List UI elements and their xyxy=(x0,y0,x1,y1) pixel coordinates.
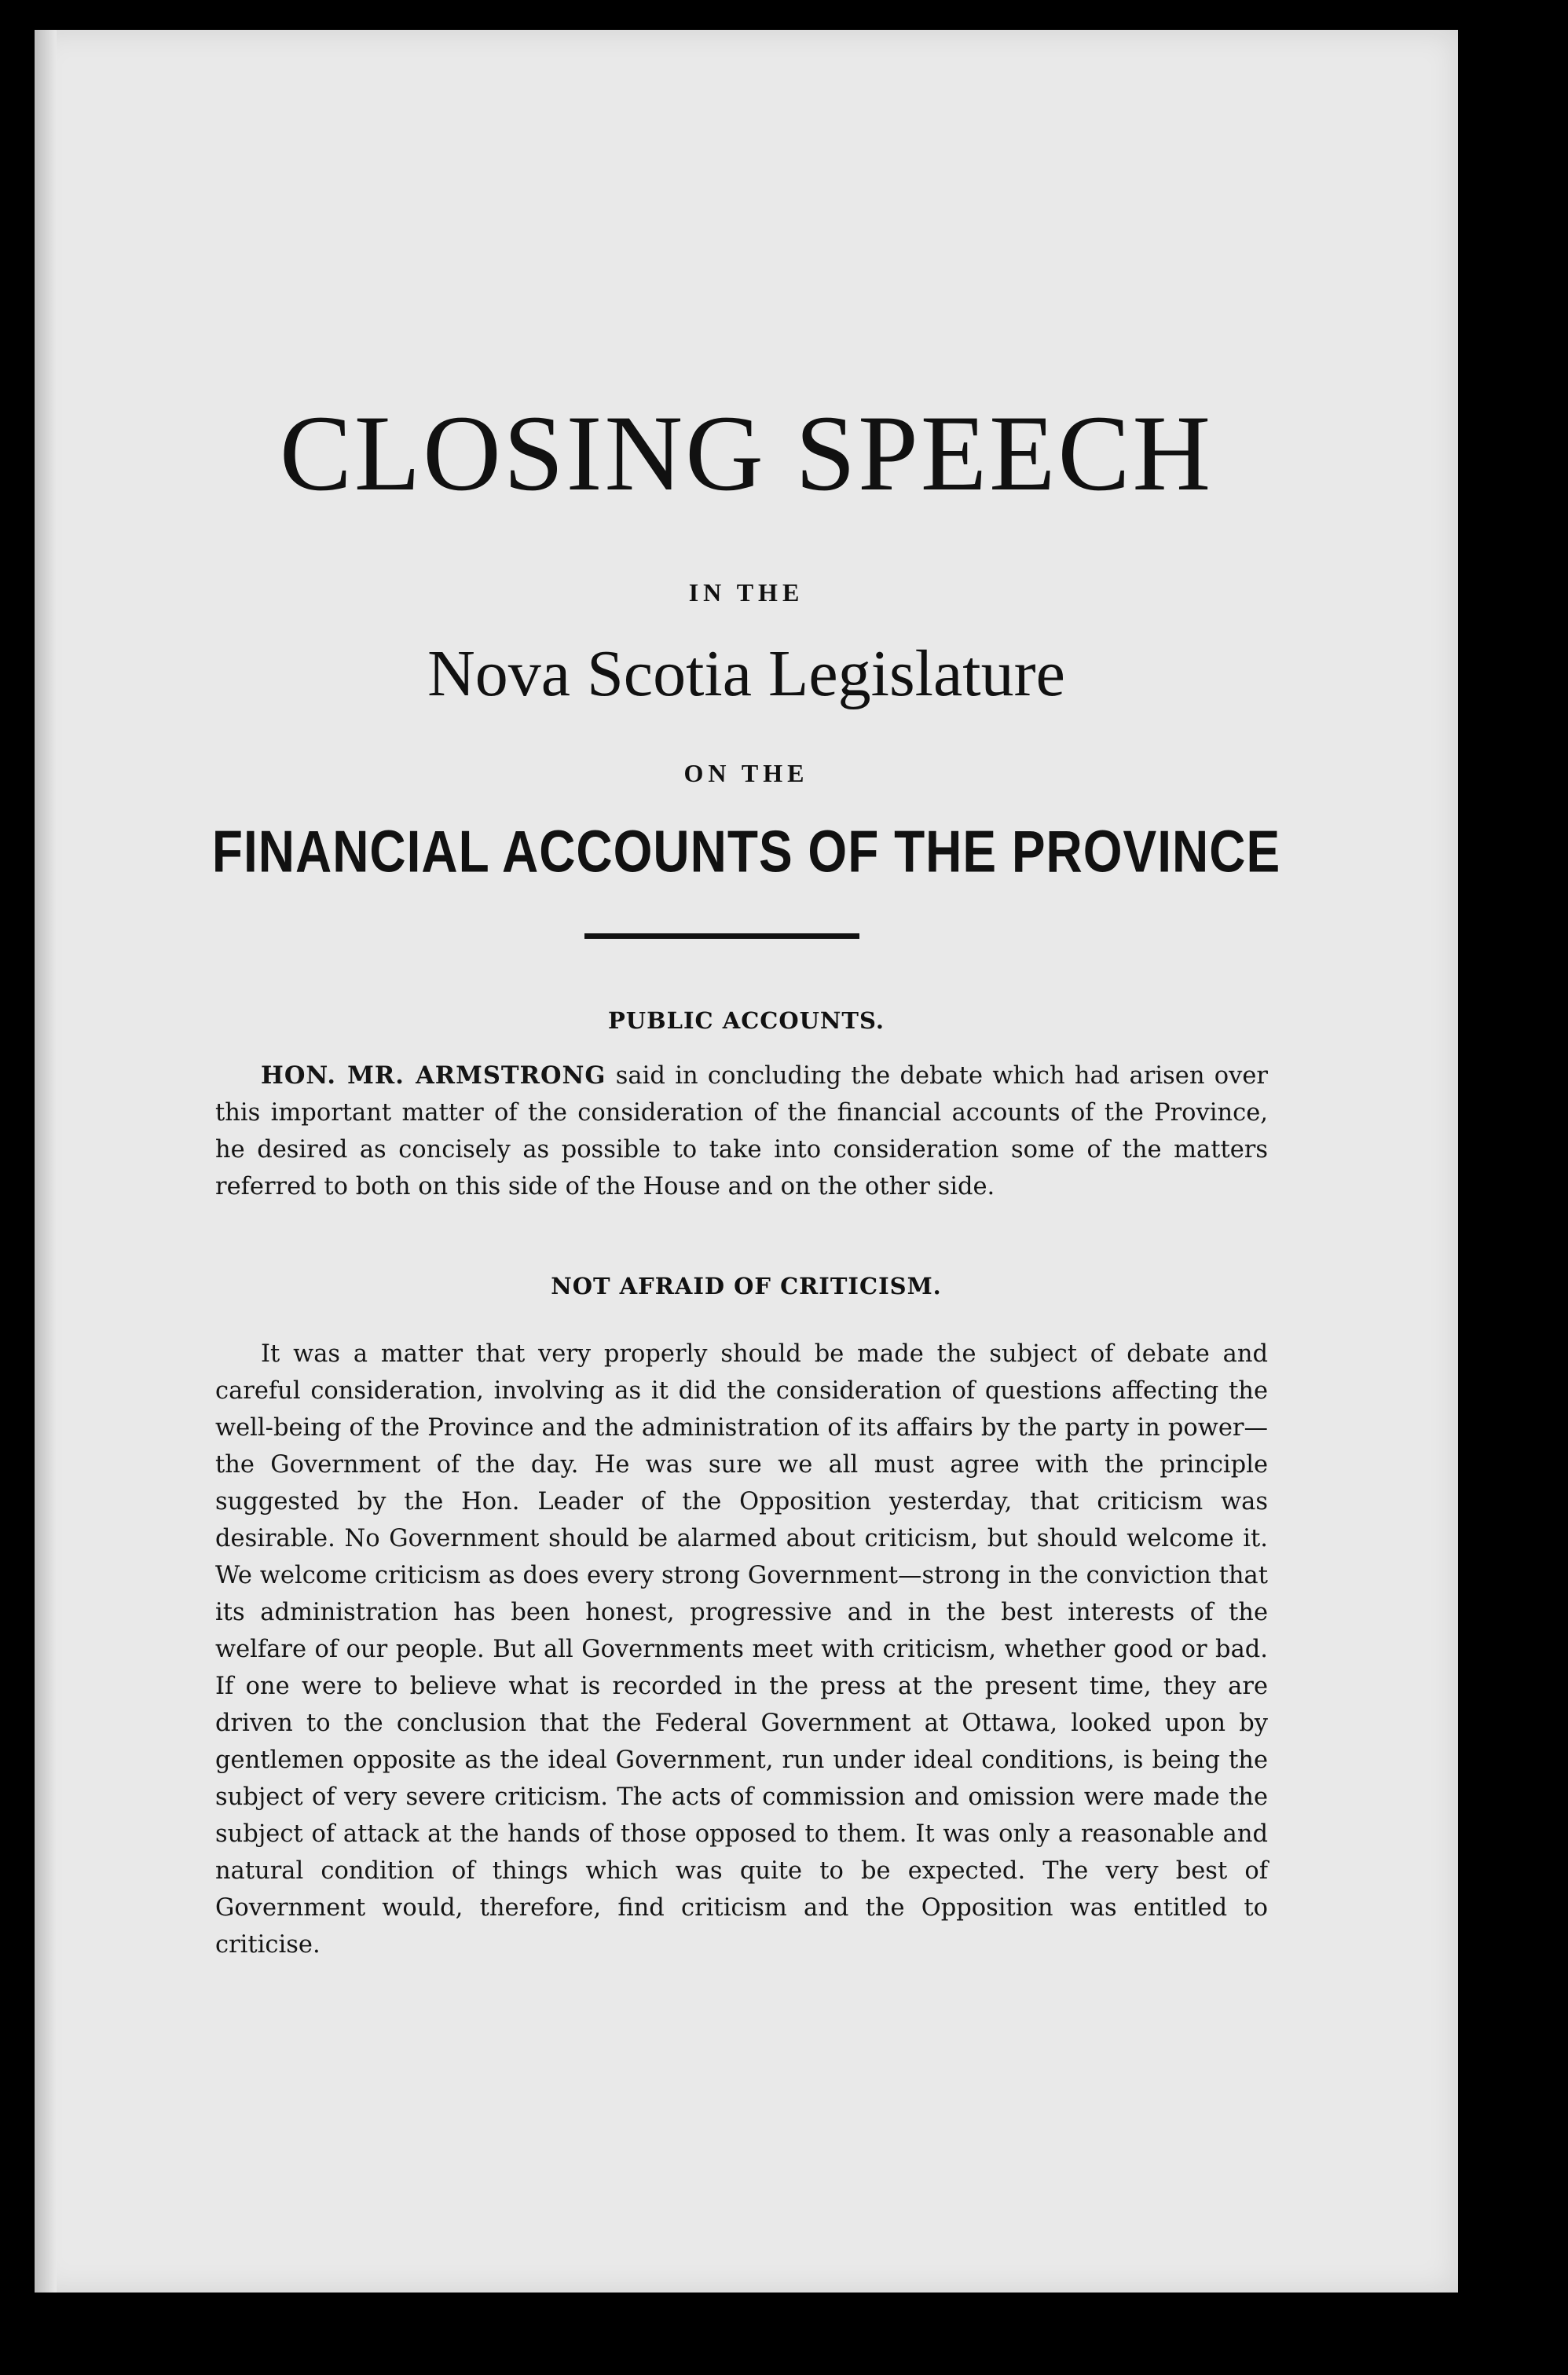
connector-on-the: ON THE xyxy=(683,759,809,787)
paragraph-2: It was a matter that very properly should be made the subject of debate and careful consideration, involving as it did the consideration of questions affecting the well-being of the Province and the administration of its affairs by the party in power—the Government of the day. He was sure we all must agree with the principle suggested by the Hon. Leader of the Opposition yesterday, that criticism was desirable. No Government should be alarmed about criticism, but should welcome it. We welcome criticism as does every strong Government—strong in the conviction that its administration has been honest, progressive and in the best interests of the welfare of our people. But all Governments meet with criticism, whether good or bad. If one were to believe what is recorded in the press at the present time, they are driven to the conclusion that the Federal Government at Ottawa, looked upon by gentlemen opposite as the ideal Government, run under ideal conditions, is being the subject of very severe criticism. The acts of commission and omission were made the subject of attack at the hands of those opposed to them. It was only a reasonable and natural condition of things which was quite to be expected. The very best of Government would, therefore, find criticism and the Opposition was entitled to criticise. xyxy=(215,1340,1268,1959)
document-subtitle: Nova Scotia Legislature xyxy=(427,637,1065,710)
page-fold-shadow xyxy=(35,30,57,2293)
section-heading-not-afraid: NOT AFRAID OF CRITICISM. xyxy=(551,1273,942,1299)
paragraph-1-text: said in concluding the debate which had arisen over this important matter of the consideration of the financial accounts of the Province, he desired as concisely as possible to take into consideration some of the matters referred to both on this side of the House and on the other side. xyxy=(215,1062,1268,1200)
speaker-name: HON. MR. ARMSTRONG xyxy=(261,1061,606,1090)
paragraph-1 xyxy=(215,1057,1268,1205)
document-page xyxy=(35,30,1458,2293)
section-heading-public-accounts: PUBLIC ACCOUNTS. xyxy=(607,1007,885,1034)
connector-in-the: IN THE xyxy=(688,578,804,607)
document-title: CLOSING SPEECH xyxy=(279,393,1214,513)
document-heading: FINANCIAL ACCOUNTS OF THE PROVINCE xyxy=(211,818,1281,885)
divider-rule xyxy=(584,933,859,939)
